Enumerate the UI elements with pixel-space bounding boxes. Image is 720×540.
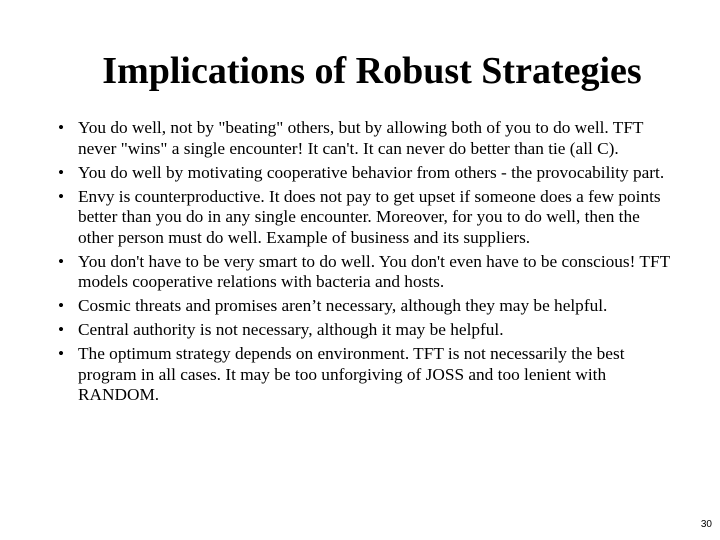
bullet-marker: • <box>58 344 65 363</box>
bullet-text: You don't have to be very smart to do well. You don't even have to be conscious! TFT models cooperative relations with bacteria and hosts. <box>78 251 670 291</box>
bullet-item <box>58 344 678 406</box>
bullet-item <box>58 252 678 293</box>
bullet-list <box>58 118 678 409</box>
bullet-marker: • <box>58 251 65 271</box>
page-number: 30 <box>700 519 712 530</box>
bullet-text: You do well by motivating cooperative behavior from others - the provocability part. <box>78 162 665 182</box>
bullet-item <box>58 118 678 159</box>
bullet-marker: • <box>58 162 65 182</box>
bullet-text: The optimum strategy depends on environment. TFT is not necessarily the best program in all cases. It may be too unforgiving of JOSS and too lenient with RANDOM. <box>78 344 625 404</box>
bullet-item <box>58 163 678 184</box>
bullet-item <box>58 320 678 341</box>
bullet-text: Central authority is not necessary, although it may be helpful. <box>78 320 504 339</box>
bullet-marker: • <box>58 118 65 137</box>
slide-title: Implications of Robust Strategies <box>102 50 642 92</box>
bullet-text: Envy is counterproductive. It does not pay to get upset if someone does a few points better than you do in any single encounter. Moreover, for you to do well, then the other person must do well. Example of business and its suppliers. <box>78 186 661 247</box>
bullet-marker: • <box>58 320 65 339</box>
bullet-text: You do well, not by "beating" others, but by allowing both of you to do well. TFT never "wins" a single encounter! It can't. It can never do better than tie (all C). <box>78 118 644 158</box>
bullet-marker: • <box>58 186 65 206</box>
bullet-item <box>58 187 678 249</box>
bullet-marker: • <box>58 296 65 315</box>
bullet-text: Cosmic threats and promises aren’t necessary, although they may be helpful. <box>78 296 608 315</box>
bullet-item <box>58 296 678 317</box>
